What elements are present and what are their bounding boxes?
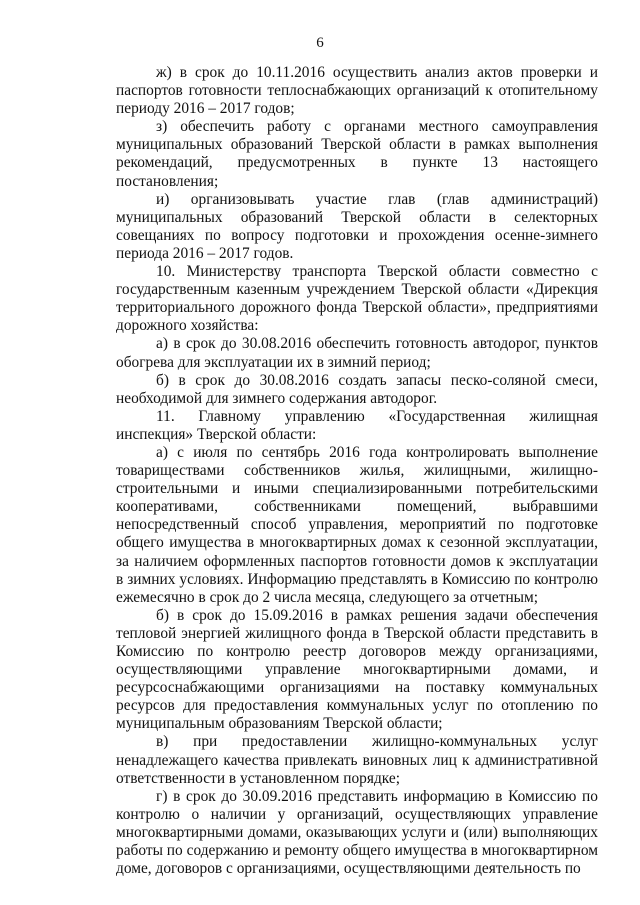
paragraph-11-v: в) при предоставлении жилищно-коммунальных услуг ненадлежащего качества привлекать виновных лиц к административной ответственности в установленном порядке;: [116, 733, 598, 787]
page-number: 6: [316, 35, 324, 51]
paragraph-i: и) организовывать участие глав (глав администраций) муниципальных образований Тверской области в селекторных совещаниях по вопросу подготовки и прохождения осенне-зимнего периода 2016 – 2017 годов.: [116, 190, 598, 262]
paragraph-item-10: 10. Министерству транспорта Тверской области совместно с государственным казенным учреждением Тверской области «Дирекция территориального дорожного фонда Тверской области», предприятиями дорожного хозяйства:: [116, 263, 598, 335]
paragraph-11-b: б) в срок до 15.09.2016 в рамках решения задачи обеспечения тепловой энергией жилищного фонда в Тверской области представить в Комиссию по контролю реестр договоров между организациями, осуществляющими управление многоквартирными домами, и ресурсоснабжающими организациями на поставку коммунальных ресурсов для предоставления коммунальных услуг по отоплению по муниципальным образованиям Тверской области;: [116, 606, 598, 733]
paragraph-10-a: а) в срок до 30.08.2016 обеспечить готовность автодорог, пунктов обогрева для эксплуатации их в зимний период;: [116, 335, 598, 371]
paragraph-item-11: 11. Главному управлению «Государственная жилищная инспекция» Тверской области:: [116, 407, 598, 443]
document-body: [116, 64, 598, 878]
paragraph-zh: ж) в срок до 10.11.2016 осуществить анализ актов проверки и паспортов готовности теплоснабжающих организаций к отопительному периоду 2016 – 2017 годов;: [116, 64, 598, 118]
paragraph-11-g: г) в срок до 30.09.2016 представить информацию в Комиссию по контролю о наличии у организаций, осуществляющих управление многоквартирными домами, оказывающих услуги и (или) выполняющих работы по содержанию и ремонту общего имущества в многоквартирном доме, договоров с организациями, осуществляющими деятельность по: [116, 787, 598, 878]
paragraph-10-b: б) в срок до 30.08.2016 создать запасы песко-соляной смеси, необходимой для зимнего содержания автодорог.: [116, 371, 598, 407]
paragraph-z: з) обеспечить работу с органами местного самоуправления муниципальных образований Тверской области в рамках выполнения рекомендаций, предусмотренных в пункте 13 настоящего постановления;: [116, 118, 598, 190]
paragraph-11-a: а) с июля по сентябрь 2016 года контролировать выполнение товариществами собственников жилья, жилищными, жилищно-строительными и иными специализированными потребительскими кооперативами, собственниками помещений, выбравшими непосредственный способ управления, мероприятий по подготовке общего имущества в многоквартирных домах к сезонной эксплуатации, за наличием оформленных паспортов готовности домов к эксплуатации в зимних условиях. Информацию представлять в Комиссию по контролю ежемесячно в срок до 2 числа месяца, следующего за отчетным;: [116, 443, 598, 606]
